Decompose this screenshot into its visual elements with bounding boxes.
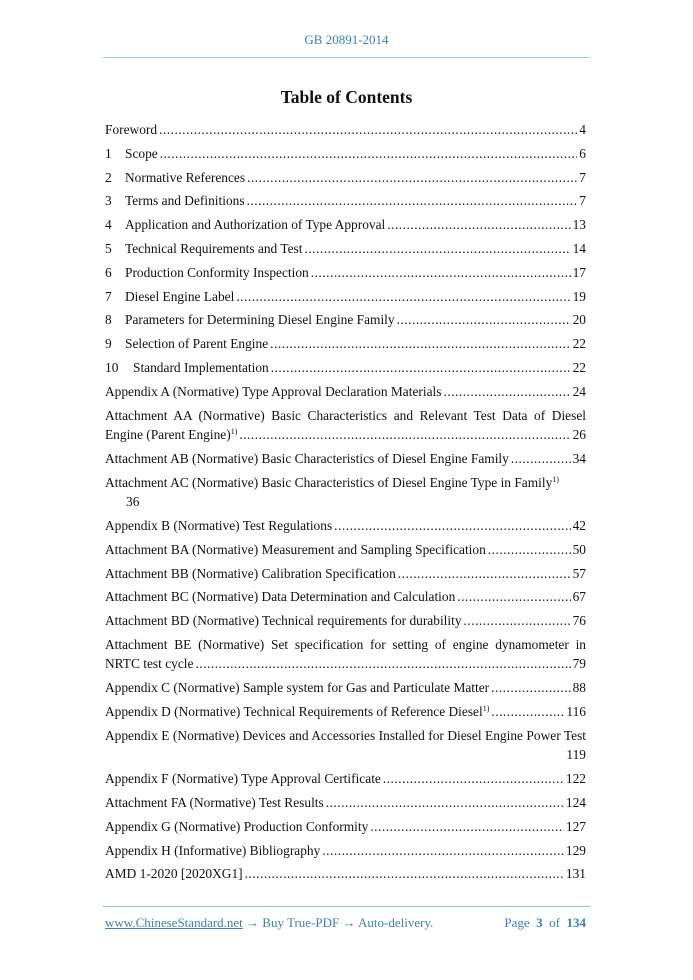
page-number: 119 (564, 745, 586, 765)
toc-entry[interactable] (105, 540, 586, 560)
section-number: 3 (105, 193, 112, 209)
page-number: 34 (571, 449, 586, 469)
page-number-spacer (105, 758, 139, 759)
entry-title: Appendix A (Normative) Type Approval Declaration Materials (105, 383, 442, 399)
section-number: 4 (105, 217, 112, 233)
page-number: 129 (564, 841, 586, 861)
footnote-marker: 1) (230, 427, 238, 437)
delivery-text: → Auto-delivery. (342, 915, 434, 930)
page-number: 7 (577, 168, 586, 188)
toc-entry[interactable] (105, 191, 586, 211)
page-number: 24 (571, 382, 586, 402)
page-number: 22 (571, 334, 586, 354)
toc-entry[interactable] (105, 702, 586, 722)
page-number: 67 (571, 587, 586, 607)
toc-entry[interactable] (105, 516, 586, 536)
entry-title: Production Conformity Inspection (125, 264, 309, 280)
header-divider (103, 57, 590, 58)
page-number: 127 (564, 817, 586, 837)
entry-title: Foreword (105, 122, 158, 137)
section-number: 2 (105, 169, 112, 185)
entry-title: Scope (125, 145, 158, 161)
toc-entry[interactable] (105, 449, 586, 469)
toc-entry[interactable] (105, 793, 586, 813)
entry-title: Appendix E (Normative) Devices and Accessories Installed for Diesel Engine Power Test (105, 727, 586, 743)
toc-entry[interactable] (105, 635, 586, 674)
section-number: 1 (105, 145, 112, 161)
page-number: 50 (571, 540, 586, 560)
entry-title: Appendix B (Normative) Test Regulations (105, 517, 333, 533)
toc-entry[interactable] (105, 611, 586, 631)
toc-entry[interactable] (105, 334, 586, 354)
entry-title: Appendix H (Informative) Bibliography (105, 842, 321, 858)
of-label: of (549, 915, 560, 930)
footer (105, 915, 586, 931)
page-number: 6 (577, 144, 586, 164)
page-number: 79 (571, 654, 586, 674)
section-number: 9 (105, 336, 112, 352)
page-number: 131 (564, 864, 586, 884)
toc-entry[interactable] (105, 817, 586, 837)
footnote-marker: 1) (482, 704, 490, 714)
page-indicator (504, 915, 586, 931)
toc-entry[interactable] (105, 287, 586, 307)
entry-title: Normative References (125, 169, 246, 185)
entry-title: Attachment AA (Normative) Basic Characteristics and Relevant Test Data of Diesel Engine (Parent Engine) (105, 407, 586, 443)
toc-entry[interactable] (105, 168, 586, 188)
toc-entry[interactable] (105, 239, 586, 259)
page-number: 76 (571, 611, 586, 631)
entry-title: Application and Authorization of Type Approval (125, 217, 386, 233)
page-number: 20 (571, 310, 586, 330)
section-number: 7 (105, 288, 112, 304)
toc-entry[interactable] (105, 358, 586, 378)
page-number: 19 (571, 287, 586, 307)
page-number: 4 (577, 120, 586, 140)
page-number: 26 (571, 425, 586, 445)
entry-title: Appendix D (Normative) Technical Requirements of Reference Diesel (105, 704, 483, 720)
toc-entry[interactable] (105, 215, 586, 235)
page-number: 88 (571, 678, 586, 698)
current-page: 3 (536, 915, 543, 930)
page-number: 42 (571, 516, 586, 536)
entry-title: Attachment BB (Normative) Calibration Specification (105, 565, 396, 581)
entry-title: Terms and Definitions (125, 193, 245, 209)
entry-title: Attachment BC (Normative) Data Determination and Calculation (105, 589, 456, 605)
entry-title: Selection of Parent Engine (125, 336, 269, 352)
page-number: 14 (571, 239, 586, 259)
entry-title: Attachment AC (Normative) Basic Characteristics of Diesel Engine Type in Family (105, 474, 553, 490)
toc-entry[interactable] (105, 473, 586, 512)
section-number: 8 (105, 312, 112, 328)
entry-title: Appendix F (Normative) Type Approval Certificate (105, 771, 381, 787)
section-number: 5 (105, 240, 112, 256)
page-title: Table of Contents (280, 87, 413, 107)
entry-title: Parameters for Determining Diesel Engine Family (125, 312, 395, 328)
toc-entry[interactable] (105, 678, 586, 698)
toc-entry[interactable] (105, 406, 586, 445)
footnote-marker: 1) (552, 474, 559, 484)
document-id-header: GB 20891-2014 (304, 32, 389, 47)
toc-entry[interactable] (105, 726, 586, 765)
toc-entry[interactable] (105, 144, 586, 164)
entry-title: Technical Requirements and Test (125, 240, 303, 256)
page-number: 57 (571, 564, 586, 584)
page-number: 124 (564, 793, 586, 813)
page-number: 116 (564, 702, 586, 722)
page-number: 122 (564, 769, 586, 789)
entry-title: Attachment BD (Normative) Technical requirements for durability (105, 613, 462, 629)
entry-title: AMD 1-2020 [2020XG1] (105, 866, 243, 882)
table-of-contents (105, 120, 586, 888)
page-number: 17 (571, 263, 586, 283)
page-number: 13 (571, 215, 586, 235)
toc-entry[interactable] (105, 769, 586, 789)
entry-title: Attachment BE (Normative) Set specification for setting of engine dynamometer in NRTC test cycle (105, 636, 586, 672)
section-number: 6 (105, 264, 112, 280)
entry-title: Diesel Engine Label (125, 288, 235, 304)
total-pages: 134 (566, 915, 586, 930)
entry-title: Attachment BA (Normative) Measurement and Sampling Specification (105, 541, 486, 557)
entry-title: Standard Implementation (133, 359, 269, 375)
entry-title: Attachment FA (Normative) Test Results (105, 794, 324, 810)
page-number: 36 (105, 492, 586, 512)
entry-title: Appendix C (Normative) Sample system for Gas and Particulate Matter (105, 680, 490, 696)
toc-entry[interactable] (105, 263, 586, 283)
toc-entry[interactable] (105, 564, 586, 584)
footer-divider (103, 906, 590, 907)
buy-text: → Buy True-PDF (242, 915, 343, 930)
toc-entry[interactable] (105, 841, 586, 861)
toc-entry[interactable] (105, 587, 586, 607)
entry-title: Attachment AB (Normative) Basic Characteristics of Diesel Engine Family (105, 450, 509, 466)
entry-title: Appendix G (Normative) Production Conformity (105, 818, 369, 834)
toc-entry[interactable] (105, 864, 586, 884)
website-link[interactable]: www.ChineseStandard.net (105, 915, 243, 930)
toc-entry[interactable] (105, 120, 586, 140)
toc-entry[interactable] (105, 382, 586, 402)
page-number: 22 (571, 358, 586, 378)
page-number: 7 (577, 191, 586, 211)
section-number: 10 (105, 359, 119, 375)
page-label: Page (504, 915, 530, 930)
toc-entry[interactable] (105, 310, 586, 330)
